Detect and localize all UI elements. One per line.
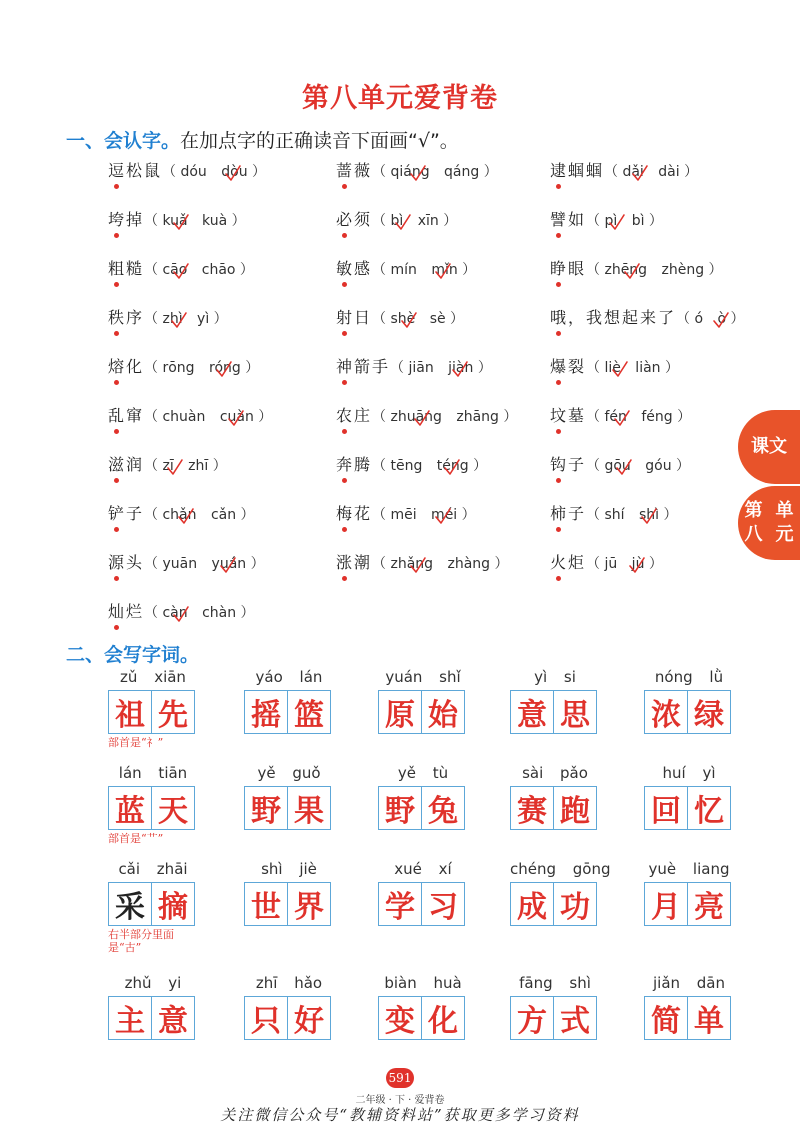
open-paren: （	[144, 507, 163, 523]
reading-item	[108, 401, 272, 431]
close-paren: ）	[247, 164, 267, 180]
close-paren: ）	[679, 164, 699, 180]
reading-item	[108, 303, 228, 333]
word-cell	[510, 860, 611, 926]
close-paren: ）	[644, 556, 663, 572]
reading-word: 睁眼	[550, 259, 587, 278]
open-paren: （	[372, 507, 391, 523]
open-paren: （	[372, 213, 391, 229]
close-paren: ）	[209, 311, 228, 327]
character-box[interactable]: 简	[644, 996, 688, 1040]
word-cell	[244, 860, 334, 926]
character-box[interactable]: 方	[510, 996, 554, 1040]
reading-item	[336, 401, 517, 431]
character-box[interactable]: 绿	[688, 690, 731, 734]
close-paren: ）	[445, 311, 465, 327]
pinyin-options[interactable]: bì xīn	[390, 213, 439, 229]
radical-note: 部首是“艹”	[108, 832, 164, 845]
pinyin-options[interactable]: mín mǐn	[390, 262, 458, 278]
character-box[interactable]: 学	[378, 882, 422, 926]
reading-item	[336, 352, 492, 382]
reading-word: 坟墓	[550, 406, 587, 425]
emphasis-dot	[556, 576, 561, 581]
close-paren: ）	[726, 311, 745, 327]
reading-word: 譬如	[550, 210, 587, 229]
emphasis-dot	[342, 576, 347, 581]
open-paren: （	[372, 262, 391, 278]
open-paren: （	[676, 311, 695, 327]
open-paren: （	[144, 458, 163, 474]
tianzige-boxes	[244, 690, 334, 734]
word-cell	[378, 668, 468, 734]
reading-item	[550, 254, 723, 284]
pinyin-label: nóng lǜ	[654, 668, 724, 686]
reading-word: 乱窜	[108, 406, 145, 425]
close-paren: ）	[644, 213, 663, 229]
reading-item	[336, 205, 457, 235]
close-paren: ）	[253, 409, 273, 425]
footer-label: 二年级 · 下 · 爱背卷	[355, 1095, 445, 1106]
tianzige-boxes	[378, 882, 468, 926]
reading-item	[108, 156, 266, 186]
page-number: 591	[386, 1068, 414, 1088]
close-paren: ）	[438, 213, 458, 229]
reading-word: 源头	[108, 553, 145, 572]
pinyin-options[interactable]: zhuāng zhāng	[390, 409, 499, 425]
reading-word: 粗糙	[108, 259, 145, 278]
open-paren: （	[144, 311, 163, 327]
close-paren: ）	[672, 409, 692, 425]
reading-item	[336, 548, 509, 578]
reading-word: 逮蝈蝈	[550, 161, 605, 180]
close-paren: ）	[457, 507, 476, 523]
pinyin-label: yuè liang	[648, 860, 730, 878]
tianzige-boxes	[510, 786, 600, 830]
word-cell	[244, 764, 334, 830]
reading-item	[336, 254, 476, 284]
pinyin-options[interactable]: chuàn cuàn	[162, 409, 254, 425]
reading-item	[550, 548, 663, 578]
character-box[interactable]: 回	[644, 786, 688, 830]
pinyin-options[interactable]: cāo chāo	[162, 262, 236, 278]
character-box[interactable]: 跑	[554, 786, 597, 830]
open-paren: （	[586, 409, 605, 425]
close-paren: ）	[208, 458, 227, 474]
tianzige-boxes	[378, 996, 468, 1040]
reading-item	[336, 156, 498, 186]
open-paren: （	[372, 458, 391, 474]
word-cell	[378, 764, 468, 830]
word-cell	[378, 974, 468, 1040]
open-paren: （	[586, 360, 605, 376]
reading-item	[108, 499, 255, 529]
reading-word: 秩序	[108, 308, 145, 327]
tab-unit-eight-line1: 第八	[744, 500, 763, 545]
reading-word: 哦，我想起来了	[550, 308, 677, 327]
emphasis-dot	[556, 184, 561, 189]
pinyin-options[interactable]: gōu góu	[604, 458, 672, 474]
emphasis-dot	[114, 576, 119, 581]
open-paren: （	[144, 409, 163, 425]
word-cell	[108, 860, 198, 954]
close-paren: ）	[235, 262, 254, 278]
character-box[interactable]: 习	[422, 882, 465, 926]
tianzige-boxes	[510, 690, 600, 734]
pinyin-label: zhǔ yi	[124, 974, 182, 992]
emphasis-dot	[114, 380, 119, 385]
word-cell	[644, 860, 734, 926]
close-paren: ）	[468, 458, 488, 474]
reading-word: 柿子	[550, 504, 587, 523]
emphasis-dot	[342, 233, 347, 238]
emphasis-dot	[556, 380, 561, 385]
close-paren: ）	[240, 360, 260, 376]
footer-promo: 关注微信公众号“教辅资料站”获取更多学习资料	[220, 1106, 580, 1124]
character-box[interactable]: 亮	[688, 882, 731, 926]
close-paren: ）	[490, 556, 509, 572]
pinyin-options[interactable]: chǎn cǎn	[162, 507, 237, 523]
emphasis-dot	[114, 331, 119, 336]
pinyin-options[interactable]: shè sè	[390, 311, 446, 327]
reading-item	[108, 450, 227, 480]
tianzige-boxes	[378, 690, 468, 734]
word-cell	[510, 764, 600, 830]
character-box[interactable]: 变	[378, 996, 422, 1040]
word-cell	[644, 764, 734, 830]
character-box[interactable]: 赛	[510, 786, 554, 830]
character-box[interactable]: 采	[108, 882, 152, 926]
reading-item	[108, 352, 259, 382]
word-cell	[510, 668, 600, 734]
reading-item	[336, 450, 487, 480]
pinyin-label: jiǎn dān	[652, 974, 726, 992]
tianzige-boxes	[378, 786, 468, 830]
character-box[interactable]: 果	[288, 786, 331, 830]
tianzige-boxes	[108, 882, 198, 926]
pinyin-label: yě guǒ	[257, 764, 321, 782]
open-paren: （	[586, 213, 605, 229]
close-paren: ）	[457, 262, 477, 278]
emphasis-dot	[114, 429, 119, 434]
reading-word: 爆裂	[550, 357, 587, 376]
pinyin-options[interactable]: liè liàn	[604, 360, 661, 376]
open-paren: （	[586, 556, 605, 572]
reading-word: 奔腾	[336, 455, 373, 474]
tianzige-boxes	[108, 690, 198, 734]
emphasis-dot	[342, 527, 347, 532]
open-paren: （	[162, 164, 181, 180]
pinyin-options[interactable]: shí shì	[604, 507, 660, 523]
reading-word: 钩子	[550, 455, 587, 474]
pinyin-label: chéng gōng	[510, 860, 611, 878]
pinyin-options[interactable]: fén féng	[604, 409, 673, 425]
tianzige-boxes	[510, 996, 600, 1040]
emphasis-dot	[342, 380, 347, 385]
character-box[interactable]: 只	[244, 996, 288, 1040]
open-paren: （	[586, 458, 605, 474]
emphasis-dot	[114, 625, 119, 630]
close-paren: ）	[704, 262, 723, 278]
reading-word: 涨潮	[336, 553, 373, 572]
word-cell	[108, 764, 198, 845]
character-box[interactable]: 祖	[108, 690, 152, 734]
character-box[interactable]: 野	[378, 786, 422, 830]
character-box[interactable]: 天	[152, 786, 195, 830]
character-box[interactable]: 摇	[244, 690, 288, 734]
emphasis-dot	[556, 331, 561, 336]
character-box[interactable]: 主	[108, 996, 152, 1040]
pinyin-options[interactable]: jū jù	[604, 556, 645, 572]
radical-note: 右半部分里面是“古”	[108, 928, 174, 954]
section-1-number: 一、会认字。	[66, 130, 181, 152]
pinyin-label: sài pǎo	[522, 764, 588, 782]
word-cell	[644, 974, 734, 1040]
tianzige-boxes	[244, 786, 334, 830]
open-paren: （	[586, 262, 605, 278]
emphasis-dot	[114, 282, 119, 287]
open-paren: （	[372, 164, 391, 180]
reading-word: 射日	[336, 308, 373, 327]
emphasis-dot	[556, 233, 561, 238]
reading-word: 铲子	[108, 504, 145, 523]
close-paren: ）	[227, 213, 246, 229]
close-paren: ）	[236, 605, 255, 621]
emphasis-dot	[114, 527, 119, 532]
tab-unit-eight-line2: 单元	[775, 500, 794, 545]
character-box[interactable]: 意	[510, 690, 554, 734]
pinyin-label: huí yì	[662, 764, 716, 782]
tianzige-boxes	[510, 882, 600, 926]
character-box[interactable]: 原	[378, 690, 422, 734]
open-paren: （	[390, 360, 409, 376]
character-box[interactable]: 思	[554, 690, 597, 734]
reading-word: 熔化	[108, 357, 145, 376]
section-1-instruction: 在加点字的正确读音下面画“√”。	[180, 130, 459, 152]
character-box[interactable]: 功	[554, 882, 597, 926]
close-paren: ）	[498, 409, 518, 425]
tianzige-boxes	[244, 882, 334, 926]
pinyin-options[interactable]: zhǎng zhàng	[390, 556, 491, 572]
pinyin-options[interactable]: tēng téng	[390, 458, 469, 474]
character-box[interactable]: 意	[152, 996, 195, 1040]
open-paren: （	[144, 605, 163, 621]
close-paren: ）	[473, 360, 492, 376]
pinyin-label: zǔ xiān	[120, 668, 186, 686]
reading-word: 梅花	[336, 504, 373, 523]
pinyin-options[interactable]: zhì yì	[162, 311, 210, 327]
word-cell	[644, 668, 734, 734]
open-paren: （	[372, 409, 391, 425]
reading-word: 敏感	[336, 259, 373, 278]
pinyin-label: shì jiè	[261, 860, 317, 878]
pinyin-label: cǎi zhāi	[118, 860, 188, 878]
open-paren: （	[144, 262, 163, 278]
close-paren: ）	[660, 360, 679, 376]
open-paren: （	[144, 360, 163, 376]
character-box[interactable]: 月	[644, 882, 688, 926]
word-cell	[510, 974, 600, 1040]
tianzige-boxes	[644, 786, 734, 830]
word-cell	[244, 668, 334, 734]
pinyin-label: xué xí	[394, 860, 452, 878]
emphasis-dot	[114, 233, 119, 238]
tianzige-boxes	[108, 786, 198, 830]
character-box[interactable]: 浓	[644, 690, 688, 734]
open-paren: （	[604, 164, 623, 180]
character-box[interactable]: 化	[422, 996, 465, 1040]
pinyin-options[interactable]: mēi méi	[390, 507, 458, 523]
emphasis-dot	[342, 331, 347, 336]
emphasis-dot	[556, 282, 561, 287]
character-box[interactable]: 兔	[422, 786, 465, 830]
emphasis-dot	[342, 184, 347, 189]
character-box[interactable]: 界	[288, 882, 331, 926]
reading-word: 逗松鼠	[108, 161, 163, 180]
pinyin-label: yáo lán	[255, 668, 323, 686]
reading-exercise	[108, 156, 788, 636]
pinyin-options[interactable]: kuǎ kuà	[162, 213, 228, 229]
page-title: 第八单元爱背卷	[302, 83, 498, 114]
tianzige-boxes	[108, 996, 198, 1040]
emphasis-dot	[342, 478, 347, 483]
pinyin-label: biàn huà	[384, 974, 462, 992]
reading-item	[108, 597, 255, 627]
pinyin-options[interactable]: ó ò	[694, 311, 727, 327]
character-box[interactable]: 篮	[288, 690, 331, 734]
reading-item	[336, 303, 464, 333]
reading-word: 蔷薇	[336, 161, 373, 180]
emphasis-dot	[556, 429, 561, 434]
tab-lessons[interactable]: 课文	[738, 410, 800, 484]
character-box[interactable]: 摘	[152, 882, 195, 926]
pinyin-options[interactable]: rōng róng	[162, 360, 241, 376]
word-cell	[378, 860, 468, 926]
emphasis-dot	[556, 527, 561, 532]
pinyin-options[interactable]: zī zhī	[162, 458, 209, 474]
tianzige-boxes	[244, 996, 334, 1040]
emphasis-dot	[114, 184, 119, 189]
reading-word: 神箭手	[336, 357, 391, 376]
pinyin-label: yě tù	[397, 764, 449, 782]
reading-word: 农庄	[336, 406, 373, 425]
character-box[interactable]: 蓝	[108, 786, 152, 830]
pinyin-options[interactable]: zhēng zhèng	[604, 262, 705, 278]
pinyin-label: yuán shǐ	[385, 668, 461, 686]
section-2-heading	[66, 640, 199, 667]
reading-word: 灿烂	[108, 602, 145, 621]
reading-item	[550, 303, 745, 333]
character-box[interactable]: 野	[244, 786, 288, 830]
reading-item	[550, 401, 691, 431]
emphasis-dot	[556, 478, 561, 483]
tianzige-boxes	[644, 690, 734, 734]
character-box[interactable]: 先	[152, 690, 195, 734]
pinyin-options[interactable]: dǎi dài	[622, 164, 680, 180]
character-box[interactable]: 式	[554, 996, 597, 1040]
pinyin-label: fāng shì	[519, 974, 591, 992]
reading-item	[550, 352, 679, 382]
pinyin-label: yì si	[534, 668, 576, 686]
reading-word: 必须	[336, 210, 373, 229]
tianzige-boxes	[644, 882, 734, 926]
close-paren: ）	[246, 556, 265, 572]
character-box[interactable]: 好	[288, 996, 331, 1040]
pinyin-label: zhī hǎo	[255, 974, 323, 992]
open-paren: （	[144, 556, 163, 572]
word-cell	[108, 668, 198, 749]
character-box[interactable]: 世	[244, 882, 288, 926]
reading-item	[550, 156, 698, 186]
character-box[interactable]: 始	[422, 690, 465, 734]
character-box[interactable]: 忆	[688, 786, 731, 830]
tianzige-boxes	[644, 996, 734, 1040]
reading-item	[108, 254, 254, 284]
reading-item	[550, 499, 678, 529]
reading-item	[550, 205, 663, 235]
pinyin-options[interactable]: dóu dòu	[180, 164, 248, 180]
reading-word: 火炬	[550, 553, 587, 572]
word-cell	[244, 974, 334, 1040]
reading-item	[336, 499, 476, 529]
emphasis-dot	[342, 282, 347, 287]
reading-word: 垮掉	[108, 210, 145, 229]
pinyin-options[interactable]: jiān jiàn	[408, 360, 474, 376]
reading-word: 滋润	[108, 455, 145, 474]
pinyin-options[interactable]: càn chàn	[162, 605, 237, 621]
character-box[interactable]: 成	[510, 882, 554, 926]
pinyin-options[interactable]: pì bì	[604, 213, 645, 229]
section-2-number: 二、会写字词。	[66, 644, 200, 666]
pinyin-label: lán tiān	[118, 764, 188, 782]
pinyin-options[interactable]: qiáng qáng	[390, 164, 480, 180]
close-paren: ）	[659, 507, 678, 523]
section-1-heading	[66, 126, 459, 153]
close-paren: ）	[479, 164, 498, 180]
word-cell	[108, 974, 198, 1040]
writing-exercise	[108, 668, 758, 1048]
open-paren: （	[586, 507, 605, 523]
reading-item	[108, 205, 246, 235]
close-paren: ）	[671, 458, 691, 474]
reading-item	[550, 450, 690, 480]
reading-item	[108, 548, 265, 578]
radical-note: 部首是“礻”	[108, 736, 164, 749]
open-paren: （	[372, 311, 391, 327]
character-box[interactable]: 单	[688, 996, 731, 1040]
open-paren: （	[372, 556, 391, 572]
emphasis-dot	[114, 478, 119, 483]
emphasis-dot	[342, 429, 347, 434]
pinyin-options[interactable]: yuān yuán	[162, 556, 247, 572]
close-paren: ）	[236, 507, 255, 523]
open-paren: （	[144, 213, 163, 229]
